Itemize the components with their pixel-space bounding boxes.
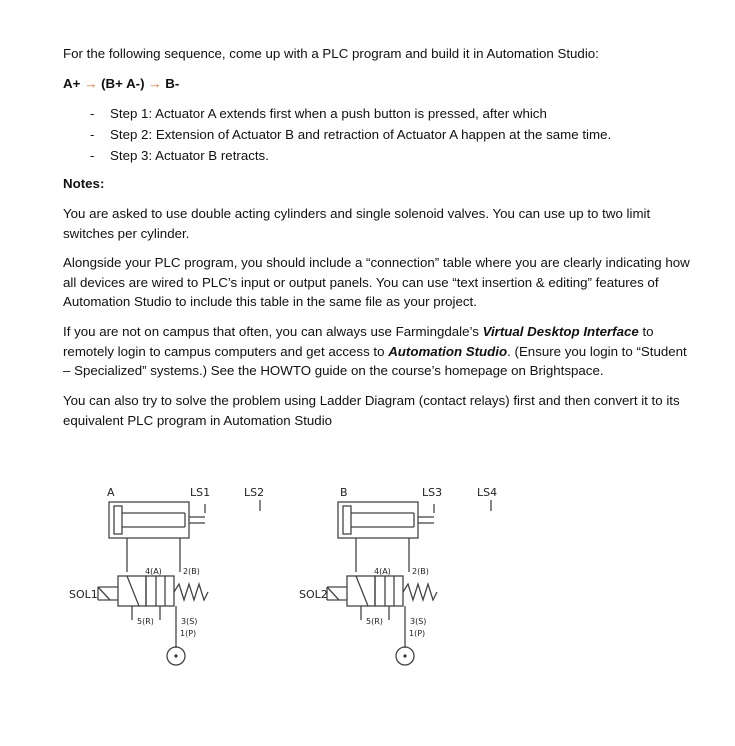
arrow-icon: →	[84, 76, 98, 91]
port-label: 1(P)	[409, 629, 426, 638]
cylinder-label: B	[340, 486, 348, 499]
port-label: 3(S)	[181, 617, 198, 626]
notes-heading: Notes:	[63, 176, 105, 191]
paragraph-cylinders: You are asked to use double acting cylinders and single solenoid valves. You can use up to two limit switches per cylinder.	[63, 206, 651, 241]
paragraph-text: If you are not on campus that often, you can always use Farmingdale’s	[63, 324, 483, 339]
port-label: 5(R)	[137, 617, 154, 626]
port-label: 1(P)	[180, 629, 197, 638]
list-item: - Step 2: Extension of Actuator B and retraction of Actuator A happen at the same time.	[63, 125, 611, 146]
paragraph-ladder: You can also try to solve the problem using Ladder Diagram (contact relays) first and then convert it to its equivalent PLC program in Automation Studio	[63, 393, 680, 428]
intro-text: For the following sequence, come up with a PLC program and build it in Automation Studio:	[63, 46, 599, 61]
port-label: 5(R)	[366, 617, 383, 626]
arrow-icon: →	[148, 76, 162, 91]
sequence-step-a: A+	[63, 76, 81, 91]
solenoid-label: SOL1	[69, 588, 98, 601]
list-item: - Step 3: Actuator B retracts.	[63, 146, 611, 167]
cylinder-b-circuit	[327, 500, 491, 665]
vdi-emphasis: Virtual Desktop Interface	[482, 324, 639, 339]
paragraph-connection-table: Alongside your PLC program, you should include a “connection” table where you are clearly indicating how all devices are wired to PLC’s input or output panels. You can use “text insertion & editing” features of Automation Studio to include this table in the same file as your project.	[63, 255, 690, 309]
limit-switch-label: LS2	[244, 486, 265, 499]
port-label: 2(B)	[412, 567, 429, 576]
port-label: 4(A)	[374, 567, 391, 576]
cylinder-label: A	[107, 486, 115, 499]
limit-switch-label: LS1	[190, 486, 211, 499]
sequence-step-c: B-	[165, 76, 180, 91]
list-item: - Step 1: Actuator A extends first when a push button is pressed, after which	[63, 104, 611, 125]
limit-switch-label: LS4	[477, 486, 498, 499]
paragraph-text: . (Ensure you login to “Student – Specialized” systems.) See the HOWTO guide on the course’s homepage on Brightspace.	[63, 343, 687, 378]
sequence-step-b: (B+ A-)	[101, 76, 145, 91]
port-label: 3(S)	[410, 617, 427, 626]
automation-studio-emphasis: Automation Studio	[388, 343, 508, 359]
port-label: 2(B)	[183, 567, 200, 576]
cylinder-a-circuit	[98, 500, 260, 665]
paragraph-text: to remotely login to campus computers and get access to	[63, 324, 654, 359]
port-label: 4(A)	[145, 567, 162, 576]
limit-switch-label: LS3	[422, 486, 443, 499]
solenoid-label: SOL2	[299, 588, 328, 601]
